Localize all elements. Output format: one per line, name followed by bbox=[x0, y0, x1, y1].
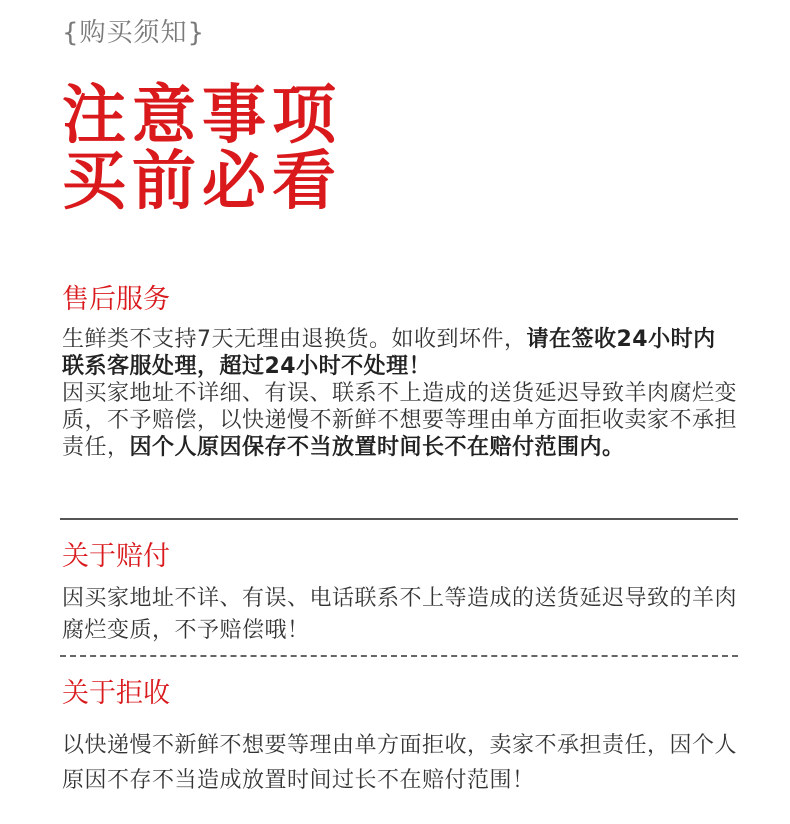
headline-line-2: 买前必看 bbox=[62, 145, 342, 219]
compensation-title: 关于赔付 bbox=[62, 541, 170, 572]
after-sales-text-2: 因买家地址不详细、有误、联系不上造成的送货延迟导致羊肉腐烂变质，不予赔偿，以快递慢不新鲜不想要等理由单方面拒收卖家不承担责任， bbox=[62, 381, 738, 460]
notice-tag: {购买须知} bbox=[62, 18, 206, 48]
after-sales-title: 售后服务 bbox=[62, 284, 170, 315]
after-sales-bold-2: 因个人原因保存不当放置时间长不在赔付范围内。 bbox=[129, 435, 625, 460]
after-sales-text-1: 生鲜类不支持7天无理由退换货。如收到坏件， bbox=[62, 327, 527, 352]
section-divider bbox=[60, 518, 738, 520]
compensation-body: 因买家地址不详、有误、电话联系不上等造成的送货延迟导致的羊肉腐烂变质，不予赔偿哦！ bbox=[62, 586, 738, 643]
after-sales-bold-1: 请在签收24小时内联系客服处理，超过24小时不处理！ bbox=[62, 327, 716, 379]
section-divider-dashed bbox=[60, 655, 738, 657]
headline-line-1: 注意事项 bbox=[62, 79, 342, 153]
rejection-title: 关于拒收 bbox=[62, 678, 170, 709]
rejection-body: 以快递慢不新鲜不想要等理由单方面拒收，卖家不承担责任，因个人原因不存不当造成放置时间过长不在赔付范围！ bbox=[62, 733, 738, 793]
after-sales-body bbox=[62, 326, 738, 461]
